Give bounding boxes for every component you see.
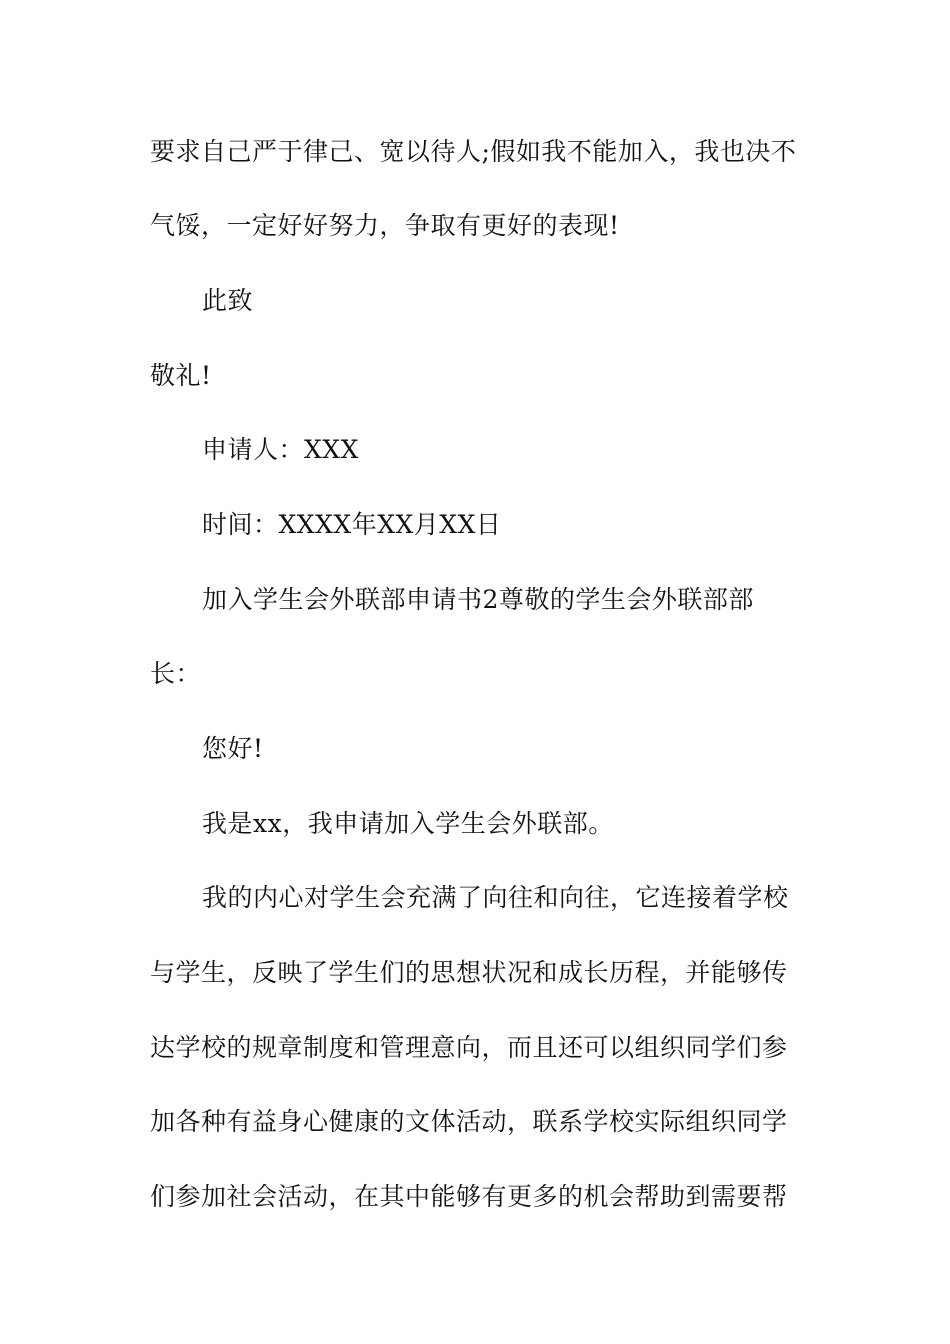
section-heading: 加入学生会外联部申请书2尊敬的学生会外联部部 bbox=[202, 585, 754, 614]
text-line: 加各种有益身心健康的文体活动，联系学校实际组织同学 bbox=[150, 1107, 788, 1136]
text-line: 要求自己严于律己、宽以待人;假如我不能加入，我也决不 bbox=[150, 137, 797, 166]
closing-salutation: 此致 bbox=[202, 286, 254, 315]
text-line: 气馁，一定好好努力，争取有更好的表现! bbox=[150, 211, 620, 240]
text-line: 们参加社会活动，在其中能够有更多的机会帮助到需要帮 bbox=[150, 1182, 788, 1211]
application-date: 时间：XXXX年XX月XX日 bbox=[202, 510, 502, 539]
closing-regards: 敬礼! bbox=[150, 361, 212, 390]
text-line: 我是xx，我申请加入学生会外联部。 bbox=[202, 809, 614, 838]
text-line: 与学生，反映了学生们的思想状况和成长历程，并能够传 bbox=[150, 958, 788, 987]
text-line: 我的内心对学生会充满了向往和向往，它连接着学校 bbox=[202, 883, 789, 912]
text-line: 长： bbox=[150, 659, 202, 688]
text-line: 达学校的规章制度和管理意向，而且还可以组织同学们参 bbox=[150, 1033, 788, 1062]
greeting: 您好! bbox=[202, 734, 264, 763]
applicant-name: 申请人：XXX bbox=[202, 435, 359, 464]
